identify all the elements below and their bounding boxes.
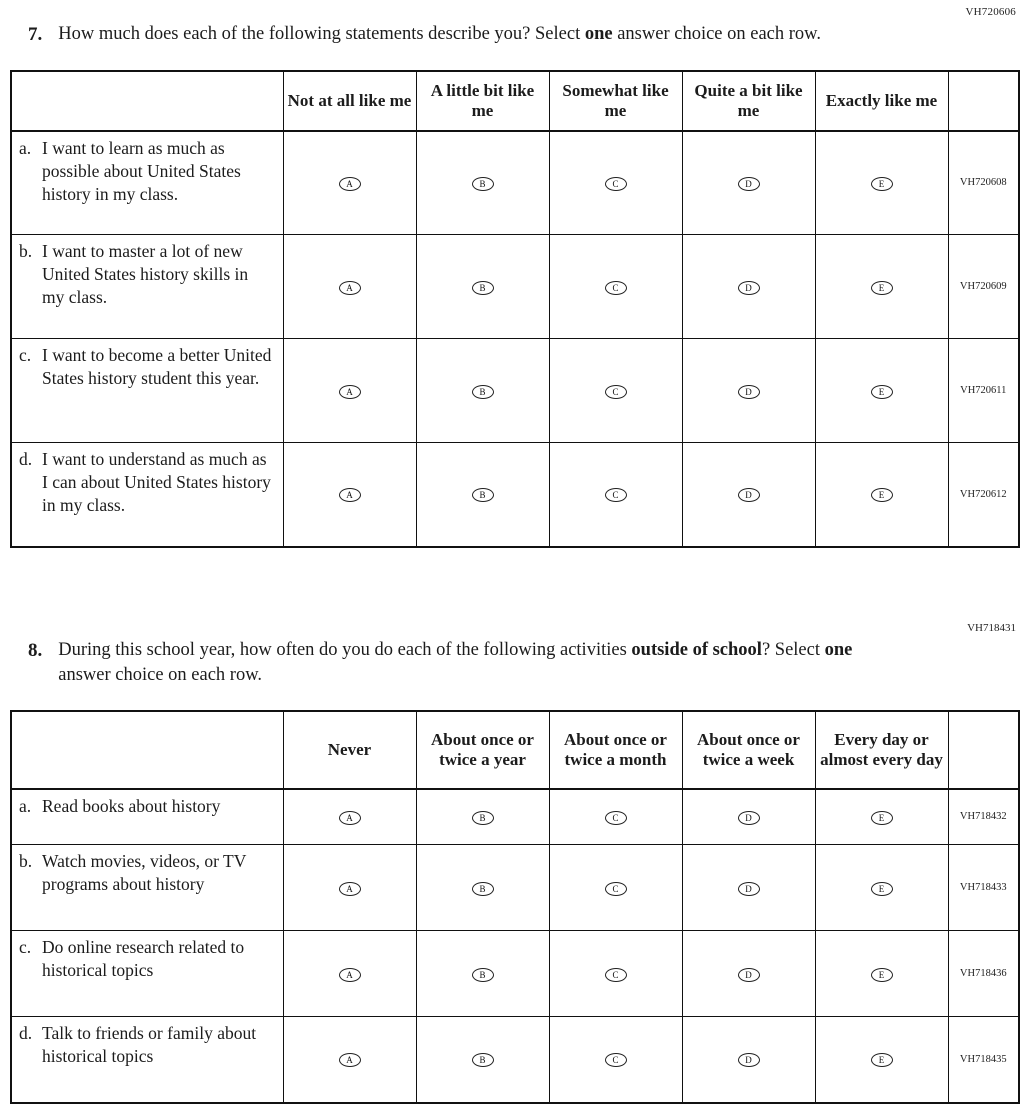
row-label-text: I want to understand as much as I can about United States history in my class. — [42, 449, 271, 516]
answer-cell — [682, 789, 815, 845]
answer-bubble-c[interactable]: C — [605, 882, 627, 896]
row-label — [18, 795, 275, 818]
answer-cell — [283, 131, 416, 235]
answer-bubble-a[interactable]: A — [339, 968, 361, 982]
row-label-text: Read books about history — [42, 795, 221, 816]
table-row — [11, 931, 1019, 1017]
answer-bubble-b[interactable]: B — [472, 177, 494, 191]
prompt-bold-text: one — [824, 639, 853, 660]
answer-cell — [815, 1017, 948, 1103]
answer-cell — [283, 845, 416, 931]
row-label-cell — [11, 131, 283, 235]
row-label-cell — [11, 235, 283, 339]
answer-cell — [682, 845, 815, 931]
row-letter: b. — [19, 241, 33, 262]
answer-cell — [682, 1017, 815, 1103]
answer-cell — [815, 339, 948, 443]
answer-bubble-a[interactable]: A — [339, 177, 361, 191]
row-label-cell — [11, 845, 283, 931]
answer-cell — [283, 1017, 416, 1103]
question-prompt — [58, 22, 821, 47]
answer-bubble-d[interactable]: D — [738, 968, 760, 982]
column-header: Somewhat like me — [549, 71, 682, 131]
answer-cell — [416, 131, 549, 235]
row-code: VH718433 — [948, 845, 1019, 931]
answer-bubble-d[interactable]: D — [738, 281, 760, 295]
prompt-text: During this school year, how often do you do each of the following activities — [58, 639, 632, 660]
table-row — [11, 1017, 1019, 1103]
answer-cell — [549, 443, 682, 547]
answer-bubble-e[interactable]: E — [871, 385, 893, 399]
answer-bubble-a[interactable]: A — [339, 882, 361, 896]
row-letter: a. — [19, 795, 32, 816]
column-header: About once or twice a year — [416, 711, 549, 789]
prompt-bold-text: one — [584, 24, 613, 44]
row-letter: b. — [19, 851, 33, 872]
answer-cell — [416, 339, 549, 443]
row-code: VH720611 — [948, 339, 1019, 443]
row-code: VH718432 — [948, 789, 1019, 845]
form-code: VH720606 — [965, 6, 1016, 18]
question-7-table — [10, 70, 1020, 548]
row-label — [18, 850, 275, 896]
code-column-header — [948, 71, 1019, 131]
row-label — [18, 137, 275, 206]
row-label — [18, 936, 275, 982]
row-label-cell — [11, 789, 283, 845]
prompt-bold-text: outside of school — [631, 639, 762, 660]
answer-bubble-c[interactable]: C — [605, 1053, 627, 1067]
row-label-cell — [11, 443, 283, 547]
answer-bubble-b[interactable]: B — [472, 811, 494, 825]
answer-bubble-a[interactable]: A — [339, 811, 361, 825]
answer-cell — [416, 443, 549, 547]
answer-cell — [283, 789, 416, 845]
row-letter: c. — [19, 345, 32, 366]
question-8-form-code: VH718431 — [967, 621, 1016, 634]
answer-bubble-c[interactable]: C — [605, 488, 627, 502]
column-header: Quite a bit like me — [682, 71, 815, 131]
answer-bubble-e[interactable]: E — [871, 177, 893, 191]
answer-cell — [283, 235, 416, 339]
row-label-text: Do online research related to historical topics — [42, 937, 245, 981]
column-header: About once or twice a month — [549, 711, 682, 789]
answer-cell — [682, 131, 815, 235]
answer-bubble-e[interactable]: E — [871, 1053, 893, 1067]
answer-cell — [416, 845, 549, 931]
answer-cell — [549, 339, 682, 443]
answer-cell — [815, 131, 948, 235]
answer-bubble-c[interactable]: C — [605, 968, 627, 982]
answer-cell — [682, 931, 815, 1017]
row-label-text: I want to become a better United States history student this year. — [42, 345, 272, 389]
header-row — [11, 71, 1019, 131]
answer-cell — [416, 235, 549, 339]
row-label — [18, 1022, 275, 1068]
answer-bubble-b[interactable]: B — [472, 281, 494, 295]
column-header: Exactly like me — [815, 71, 948, 131]
answer-cell — [416, 789, 549, 845]
answer-bubble-d[interactable]: D — [738, 488, 760, 502]
row-code: VH720608 — [948, 131, 1019, 235]
answer-bubble-b[interactable]: B — [472, 385, 494, 399]
answer-cell — [549, 931, 682, 1017]
question-7 — [10, 22, 1018, 548]
column-header: Every day or almost every day — [815, 711, 948, 789]
answer-cell — [815, 789, 948, 845]
column-header: Not at all like me — [283, 71, 416, 131]
answer-bubble-a[interactable]: A — [339, 1053, 361, 1067]
prompt-text: answer choice on each row. — [58, 664, 262, 685]
question-7-heading — [10, 22, 1018, 48]
answer-cell — [283, 339, 416, 443]
answer-bubble-e[interactable]: E — [871, 488, 893, 502]
answer-bubble-a[interactable]: A — [339, 488, 361, 502]
column-header: A little bit like me — [416, 71, 549, 131]
row-label-text: Watch movies, videos, or TV programs about history — [42, 851, 247, 895]
answer-bubble-c[interactable]: C — [605, 811, 627, 825]
row-label — [18, 240, 275, 309]
row-label — [18, 448, 275, 517]
answer-bubble-b[interactable]: B — [472, 488, 494, 502]
table-row — [11, 131, 1019, 235]
answer-cell — [549, 845, 682, 931]
answer-bubble-c[interactable]: C — [605, 385, 627, 399]
answer-cell — [549, 235, 682, 339]
corner-cell — [11, 711, 283, 789]
table-row — [11, 443, 1019, 547]
answer-cell — [549, 789, 682, 845]
answer-cell — [815, 931, 948, 1017]
row-label-cell — [11, 1017, 283, 1103]
answer-bubble-b[interactable]: B — [472, 882, 494, 896]
question-number: 8. — [28, 639, 43, 661]
answer-bubble-d[interactable]: D — [738, 385, 760, 399]
answer-bubble-e[interactable]: E — [871, 281, 893, 295]
row-letter: d. — [19, 449, 33, 470]
table-row — [11, 339, 1019, 443]
prompt-text: ? Select — [761, 639, 825, 660]
prompt-text: answer choice on each row. — [612, 24, 821, 44]
row-code: VH720612 — [948, 443, 1019, 547]
code-column-header — [948, 711, 1019, 789]
answer-cell — [682, 235, 815, 339]
question-8 — [10, 638, 1018, 1104]
column-header: About once or twice a week — [682, 711, 815, 789]
row-code: VH718436 — [948, 931, 1019, 1017]
row-label-cell — [11, 339, 283, 443]
answer-bubble-d[interactable]: D — [738, 882, 760, 896]
answer-cell — [815, 235, 948, 339]
question-8-heading — [10, 638, 1018, 688]
answer-cell — [416, 931, 549, 1017]
answer-bubble-e[interactable]: E — [871, 882, 893, 896]
table-row — [11, 845, 1019, 931]
answer-cell — [416, 1017, 549, 1103]
row-label-cell — [11, 931, 283, 1017]
answer-cell — [815, 443, 948, 547]
row-code: VH718435 — [948, 1017, 1019, 1103]
answer-bubble-b[interactable]: B — [472, 1053, 494, 1067]
row-label-text: Talk to friends or family about historical topics — [42, 1023, 257, 1067]
answer-cell — [682, 339, 815, 443]
answer-cell — [283, 443, 416, 547]
answer-bubble-a[interactable]: A — [339, 385, 361, 399]
answer-bubble-d[interactable]: D — [738, 177, 760, 191]
answer-cell — [549, 1017, 682, 1103]
answer-cell — [682, 443, 815, 547]
row-label-text: I want to learn as much as possible about United States history in my class. — [42, 137, 241, 204]
corner-cell — [11, 71, 283, 131]
row-label-text: I want to master a lot of new United States history skills in my class. — [42, 241, 249, 308]
row-code: VH720609 — [948, 235, 1019, 339]
row-letter: d. — [19, 1023, 33, 1044]
header-row — [11, 711, 1019, 789]
prompt-text: How much does each of the following statements describe you? Select — [58, 24, 585, 44]
answer-cell — [815, 845, 948, 931]
answer-cell — [549, 131, 682, 235]
row-letter: a. — [19, 137, 32, 158]
answer-bubble-a[interactable]: A — [339, 281, 361, 295]
question-8-table — [10, 710, 1020, 1104]
column-header: Never — [283, 711, 416, 789]
answer-bubble-c[interactable]: C — [605, 281, 627, 295]
row-label — [18, 344, 275, 390]
question-number: 7. — [28, 24, 43, 45]
answer-bubble-e[interactable]: E — [871, 811, 893, 825]
row-letter: c. — [19, 937, 32, 958]
answer-bubble-b[interactable]: B — [472, 968, 494, 982]
answer-bubble-c[interactable]: C — [605, 177, 627, 191]
table-row — [11, 789, 1019, 845]
answer-cell — [283, 931, 416, 1017]
answer-bubble-d[interactable]: D — [738, 811, 760, 825]
table-row — [11, 235, 1019, 339]
answer-bubble-e[interactable]: E — [871, 968, 893, 982]
answer-bubble-d[interactable]: D — [738, 1053, 760, 1067]
question-prompt — [58, 638, 908, 688]
